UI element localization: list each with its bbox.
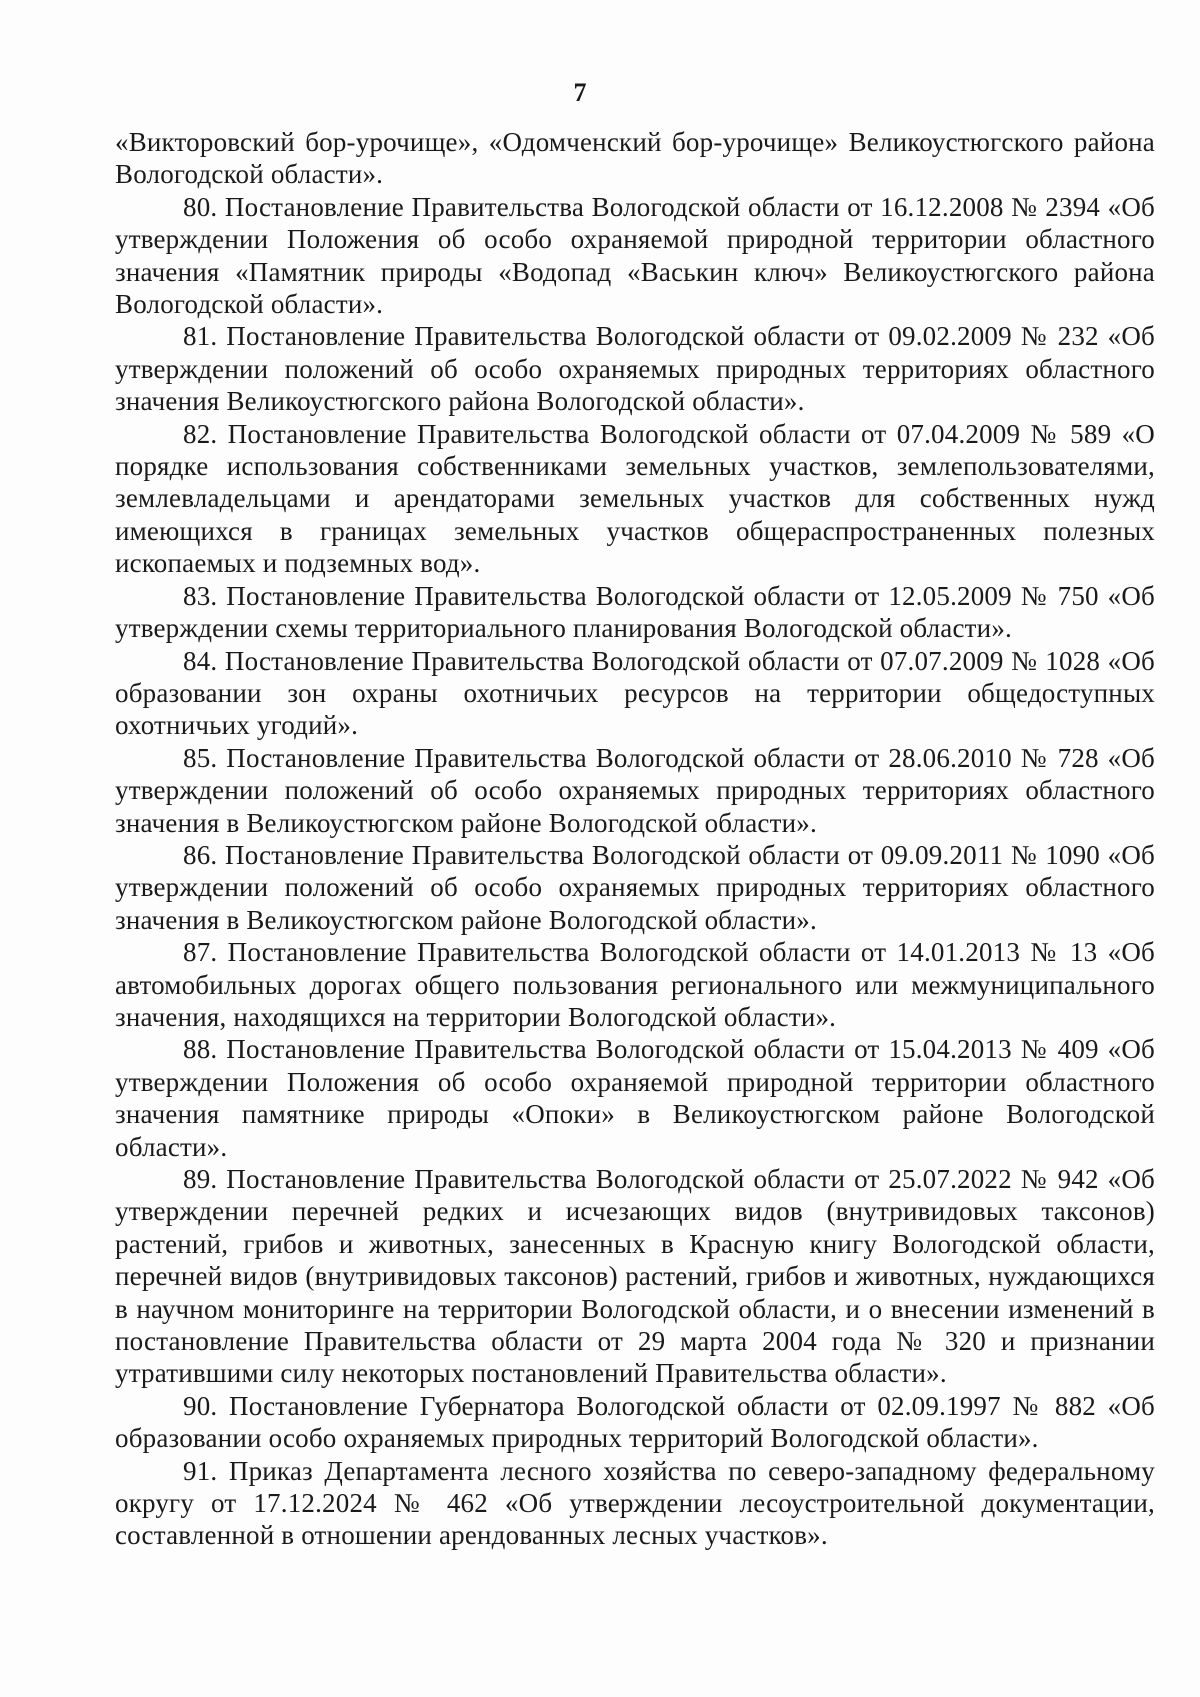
list-item: 85. Постановление Правительства Вологодской области от 28.06.2010 № 728 «Об утверждении положений об особо охраняемых природных территориях областного значения в Великоустюгском районе Вологодской области». xyxy=(115,742,1155,838)
list-item: 90. Постановление Губернатора Вологодской области от 02.09.1997 № 882 «Об образовании особо охраняемых природных территорий Вологодской области». xyxy=(115,1390,1155,1454)
page-number: 7 xyxy=(573,78,587,107)
list-item: 87. Постановление Правительства Вологодской области от 14.01.2013 № 13 «Об автомобильных дорогах общего пользования регионального или межмуниципального значения, находящихся на территории Вологодской области». xyxy=(115,937,1155,1032)
list-item: 80. Постановление Правительства Вологодской области от 16.12.2008 № 2394 «Об утверждении Положения об особо охраняемой природной территории областного значения «Памятник природы «Водопад «Васькин ключ» Великоустюгского района Вологодской области». xyxy=(115,191,1155,320)
list-item: 81. Постановление Правительства Вологодской области от 09.02.2009 № 232 «Об утверждении положений об особо охраняемых природных территориях областного значения Великоустюгского района Вологодской области». xyxy=(115,321,1155,417)
list-item: 82. Постановление Правительства Вологодской области от 07.04.2009 № 589 «О порядке использования собственниками земельных участков, землепользователями, землевладельцами и арендаторами земельных участков для собственных нужд имеющихся в границах земельных участков общераспространенных полезных ископаемых и подземных вод». xyxy=(115,418,1155,579)
list-item: 88. Постановление Правительства Вологодской области от 15.04.2013 № 409 «Об утверждении Положения об особо охраняемой природной территории областного значения памятнике природы «Опоки» в Великоустюгском районе Вологодской области». xyxy=(115,1034,1155,1162)
continuation-paragraph: «Викторовский бор-урочище», «Одомченский бор-урочище» Великоустюгского района Вологодской области». xyxy=(115,127,1155,190)
list-item: 91. Приказ Департамента лесного хозяйства по северо-западному федеральному округу от 17.12.2024 № 462 «Об утверждении лесоустроительной документации, составленной в отношении арендованных лесных участков». xyxy=(115,1455,1155,1551)
list-item: 84. Постановление Правительства Вологодской области от 07.07.2009 № 1028 «Об образовании зон охраны охотничьих ресурсов на территории общедоступных охотничьих угодий». xyxy=(115,645,1155,741)
list-item: 83. Постановление Правительства Вологодской области от 12.05.2009 № 750 «Об утверждении схемы территориального планирования Вологодской области». xyxy=(115,580,1155,644)
list-item: 89. Постановление Правительства Вологодской области от 25.07.2022 № 942 «Об утверждении перечней редких и исчезающих видов (внутривидовых таксонов) растений, грибов и животных, занесенных в Красную книгу Вологодской области, перечней видов (внутривидовых таксонов) растений, грибов и животных, нуждающихся в научном мониторинге на территории Вологодской области, и о внесении изменений в постановление Правительства области от 29 марта 2004 года № 320 и признании утратившими силу некоторых постановлений Правительства области». xyxy=(115,1164,1155,1389)
list-item: 86. Постановление Правительства Вологодской области от 09.09.2011 № 1090 «Об утверждении положений об особо охраняемых природных территориях областного значения в Великоустюгском районе Вологодской области». xyxy=(115,839,1155,935)
document-body xyxy=(115,126,1155,1552)
